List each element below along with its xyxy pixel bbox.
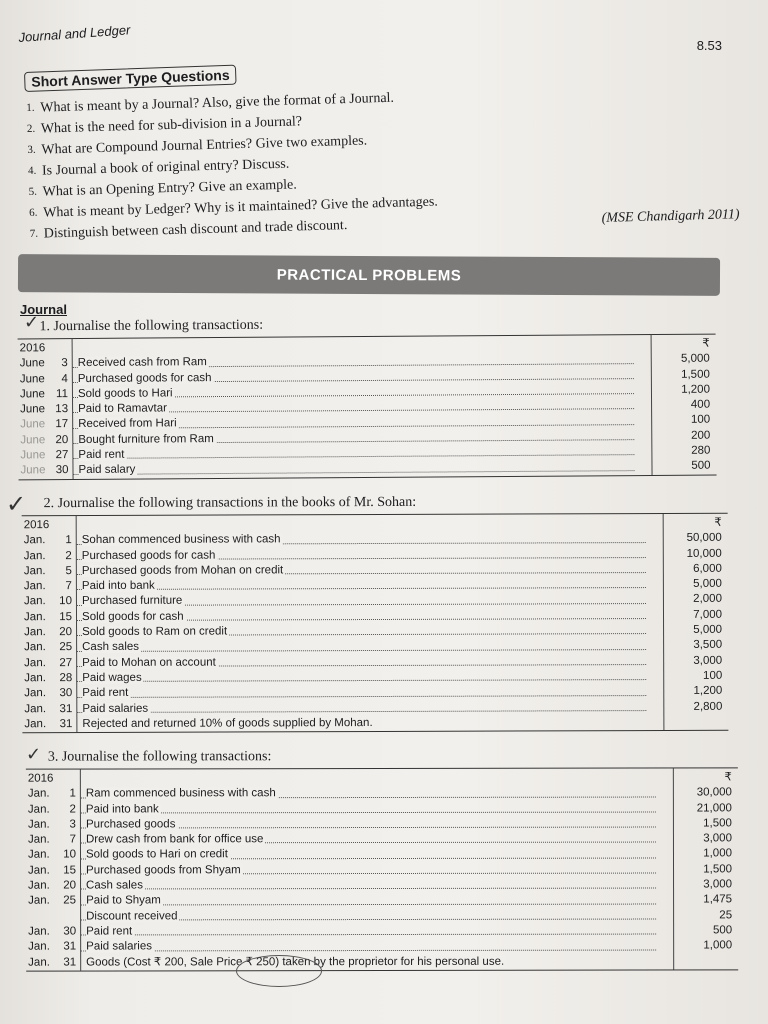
banner-title: PRACTICAL PROBLEMS	[276, 266, 462, 284]
dotted-leader	[76, 710, 646, 713]
day-text: 3	[61, 357, 68, 370]
amount-cell: 1,200	[693, 685, 723, 698]
pencil-checkmark-icon: ✓	[26, 744, 42, 765]
day-text: 4	[61, 372, 68, 385]
dotted-leader	[80, 888, 656, 890]
month-text: Jan.	[27, 818, 50, 831]
day-text: 31	[63, 956, 77, 969]
dotted-leader	[80, 949, 656, 951]
month-text: June	[20, 434, 46, 447]
date-cell	[26, 940, 80, 955]
day-text: 7	[69, 833, 76, 846]
question-number: 3.	[27, 143, 36, 156]
amount-cell: 3,000	[703, 832, 732, 845]
month-text: June	[20, 464, 46, 477]
amount-cell: 5,000	[680, 352, 710, 366]
date-cell	[18, 463, 72, 479]
month-text: June	[20, 449, 46, 462]
day-text: 7	[65, 580, 72, 593]
day-text: 10	[59, 595, 72, 608]
transaction-table	[26, 767, 738, 971]
question-number: 7.	[29, 227, 39, 240]
description-cell	[80, 786, 674, 802]
description-text: Cash sales	[86, 879, 143, 892]
amount-cell: 1,475	[703, 893, 733, 906]
day-text: 3	[69, 818, 76, 831]
question-source: (MSE Chandigarh 2011)	[601, 207, 740, 226]
question-text: What is meant by Ledger? Why is it maintained? Give the advantages.	[43, 194, 439, 221]
amount-cell: 6,000	[693, 562, 722, 575]
dotted-leader	[80, 934, 656, 936]
description-text: Purchased goods from Shyam	[86, 864, 241, 877]
month-text: Jan.	[24, 672, 46, 685]
description-text: Paid wages	[82, 671, 142, 684]
date-cell	[18, 433, 72, 449]
pencil-circle-mark	[236, 955, 322, 987]
problem-title: 3. Journalise the following transactions:	[47, 749, 272, 765]
month-text: June	[19, 388, 45, 401]
amount-cell: 3,000	[703, 878, 733, 891]
month-text: Jan.	[23, 565, 46, 578]
description-text: Purchased goods for cash	[81, 549, 216, 562]
description-cell	[72, 459, 652, 478]
month-text: Jan.	[24, 656, 46, 669]
day-text: 31	[59, 717, 73, 730]
amount-cell: 10,000	[686, 547, 722, 560]
dotted-leader	[72, 455, 634, 460]
journal-label: Journal	[20, 302, 67, 317]
description-text: Received from Hari	[78, 417, 177, 431]
month-text: June	[20, 418, 46, 431]
date-cell	[26, 909, 80, 924]
date-cell	[18, 418, 72, 434]
date-cell	[26, 787, 80, 802]
day-text: 31	[63, 940, 77, 953]
date-cell	[18, 387, 72, 403]
day-text: 13	[55, 403, 69, 416]
question-list	[26, 78, 750, 245]
amount-cell: 1,000	[703, 939, 733, 952]
table-row	[26, 816, 738, 833]
description-text: Paid into bank	[81, 579, 155, 593]
dotted-leader	[76, 679, 646, 682]
description-cell	[80, 832, 674, 848]
month-text: Jan.	[23, 580, 46, 593]
description-text: Purchased furniture	[81, 595, 183, 608]
month-text: Jan.	[27, 803, 50, 816]
amount-cell: 50,000	[686, 532, 722, 545]
currency-symbol: ₹	[714, 516, 722, 529]
day-text: 15	[59, 610, 73, 623]
dotted-leader	[73, 470, 635, 475]
day-text: 30	[63, 925, 77, 938]
month-text: Jan.	[28, 864, 50, 877]
description-cell	[80, 801, 674, 817]
question-number: 2.	[26, 122, 36, 135]
description-cell	[80, 908, 674, 924]
day-text: 20	[59, 626, 73, 639]
description-text: Cash sales	[82, 641, 140, 654]
amount-cell: 3,500	[693, 639, 723, 652]
currency-symbol: ₹	[702, 337, 710, 350]
day-text: 17	[55, 418, 69, 431]
desc-header	[80, 770, 674, 786]
amount-cell: 5,000	[693, 623, 723, 636]
description-text: Paid to Ramavtar	[78, 402, 167, 416]
date-cell	[18, 402, 72, 418]
date-cell	[22, 533, 76, 548]
date-cell	[22, 656, 76, 671]
question-number: 6.	[29, 206, 38, 219]
table-row	[26, 893, 738, 910]
amount-cell: 21,000	[696, 801, 732, 815]
table-row	[26, 877, 738, 894]
day-text: 30	[55, 464, 69, 477]
month-text: Jan.	[24, 626, 46, 639]
question-text: Is Journal a book of original entry? Discuss.	[41, 156, 290, 179]
description-text: Paid salary	[78, 463, 136, 477]
amount-cell: 100	[703, 669, 723, 682]
description-cell	[80, 862, 674, 878]
day-text: 30	[59, 687, 73, 700]
date-cell	[22, 579, 76, 594]
question-text: What is meant by a Journal? Also, give the format of a Journal.	[40, 90, 395, 116]
amount-cell: 30,000	[696, 786, 732, 799]
amount-cell: 1,500	[703, 817, 732, 830]
amount-cell: 2,800	[693, 700, 723, 713]
description-cell	[80, 847, 674, 863]
question-text: Distinguish between cash discount and trade discount.	[43, 218, 348, 242]
month-text: Jan.	[28, 894, 50, 907]
amount-cell: 500	[712, 924, 733, 937]
description-cell	[80, 923, 674, 939]
month-text: Jan.	[23, 549, 46, 562]
short-answer-heading: Short Answer Type Questions	[24, 65, 237, 92]
description-text: Received cash from Ram	[77, 356, 207, 370]
description-cell	[80, 816, 674, 832]
month-text: June	[19, 357, 45, 370]
amount-cell: 100	[690, 414, 711, 427]
day-text: 10	[63, 849, 77, 862]
question-text: What is the need for sub-division in a Journal?	[40, 114, 303, 137]
date-cell	[22, 671, 76, 686]
amount-cell: 500	[691, 459, 711, 473]
problem-title: 2. Journalise the following transactions in the books of Mr. Sohan:	[43, 494, 417, 512]
table-row	[26, 801, 738, 818]
description-text: Sold goods to Hari on credit	[85, 848, 228, 862]
description-text: Purchased goods	[85, 818, 176, 831]
amount-cell	[664, 715, 728, 731]
table-row	[26, 954, 738, 971]
date-cell	[22, 595, 76, 610]
description-text: Paid rent	[82, 687, 129, 700]
description-text: Bought furniture from Ram	[78, 432, 214, 446]
date-cell	[26, 833, 80, 848]
date-cell	[26, 955, 80, 970]
amount-cell: 3,000	[693, 654, 723, 667]
amount-cell: 1,500	[703, 863, 733, 876]
pencil-checkmark-icon: ✓	[6, 490, 27, 518]
description-text: Discount received	[86, 910, 178, 923]
month-text: Jan.	[27, 787, 50, 800]
date-cell	[22, 610, 76, 625]
day-text: 1	[65, 534, 72, 547]
amount-cell: 400	[690, 398, 711, 411]
day-text: 25	[59, 641, 73, 654]
day-text: 11	[55, 387, 69, 401]
problem-title: 1. Journalise the following transactions:	[39, 317, 264, 335]
description-text: Paid salaries	[82, 702, 149, 715]
description-text: Goods (Cost ₹ 200, Sale Price ₹ 250) taken by the proprietor for his personal use.	[86, 955, 505, 969]
month-text: Jan.	[23, 534, 46, 547]
amount-cell: 1,000	[703, 847, 733, 860]
description-cell	[80, 939, 674, 955]
day-text: 1	[69, 787, 76, 800]
chapter-title: Journal and Ledger	[18, 22, 131, 45]
day-text: 27	[55, 449, 69, 462]
question-text: What is an Opening Entry? Give an example.	[42, 177, 297, 200]
description-cell	[80, 893, 674, 909]
table-row	[26, 786, 738, 803]
pencil-checkmark-icon: ✓	[24, 312, 40, 333]
table-row	[26, 923, 738, 940]
date-cell	[22, 686, 76, 701]
description-text: Paid rent	[78, 448, 125, 462]
date-cell	[22, 625, 76, 640]
day-text: 25	[63, 894, 77, 907]
page-number: 8.53	[696, 38, 722, 53]
description-text: Paid into bank	[85, 802, 159, 816]
table-header-row	[26, 770, 738, 787]
amount-cell: 5,000	[693, 577, 722, 591]
date-cell	[26, 848, 80, 863]
amount-cell: 200	[691, 429, 711, 442]
table-row	[26, 862, 738, 879]
date-cell	[22, 549, 76, 564]
dotted-leader	[80, 903, 656, 905]
month-text: Jan.	[28, 879, 50, 892]
day-text: 5	[65, 564, 72, 577]
amount-cell: 25	[719, 909, 733, 922]
description-text: Rejected and returned 10% of goods supplied by Mohan.	[82, 716, 373, 730]
month-text: Jan.	[28, 940, 50, 953]
month-text: Jan.	[24, 687, 47, 700]
description-cell	[80, 878, 674, 894]
date-cell	[26, 894, 80, 909]
amount-cell: 1,500	[681, 368, 710, 381]
date-cell	[22, 564, 76, 579]
practical-problems-banner	[18, 254, 720, 296]
year-label: 2016	[23, 519, 50, 532]
month-text: June	[19, 372, 45, 386]
date-cell	[22, 640, 76, 655]
month-text: Jan.	[28, 956, 50, 969]
month-text: June	[20, 403, 46, 416]
month-text: Jan.	[23, 610, 46, 624]
month-text: Jan.	[28, 925, 50, 938]
description-text: Sohan commenced business with cash	[81, 533, 281, 547]
description-text: Ram commenced business with cash	[85, 787, 276, 800]
table-row	[26, 908, 738, 925]
description-text: Sold goods for cash	[81, 610, 184, 623]
description-text: Paid to Mohan on account	[82, 656, 216, 669]
day-text: 31	[59, 702, 73, 715]
amount-cell: 280	[691, 444, 711, 457]
description-text: Purchased goods from Mohan on credit	[81, 564, 284, 577]
description-text: Drew cash from bank for office use	[85, 833, 264, 846]
dotted-leader	[80, 811, 656, 813]
month-text: Jan.	[24, 641, 46, 654]
table-row	[22, 715, 728, 733]
transaction-table	[18, 334, 717, 481]
amount-cell: 7,000	[693, 608, 723, 621]
description-text: Sold goods to Hari	[77, 387, 173, 400]
description-text: Paid rent	[86, 925, 133, 938]
description-text: Sold goods to Ram on credit	[82, 625, 228, 639]
table-row	[26, 832, 738, 849]
transaction-table	[22, 513, 729, 734]
problem-1	[17, 314, 716, 481]
question-number: 1.	[26, 101, 35, 114]
day-text: 20	[55, 433, 69, 446]
date-cell	[26, 879, 80, 894]
month-text: Jan.	[27, 833, 50, 846]
month-text: Jan.	[24, 702, 47, 715]
year-label: 2016	[27, 772, 54, 785]
description-cell	[80, 954, 674, 970]
amount-cell: 1,200	[681, 383, 710, 396]
currency-symbol: ₹	[724, 771, 732, 784]
table-row	[26, 939, 738, 956]
problem-3	[26, 747, 738, 971]
description-text: Paid salaries	[86, 940, 153, 953]
date-cell	[18, 448, 72, 464]
day-text: 27	[59, 656, 73, 669]
date-cell	[22, 702, 76, 717]
description-cell	[76, 715, 664, 732]
date-cell	[22, 717, 76, 732]
question-text: What are Compound Journal Entries? Give two examples.	[41, 133, 368, 158]
amount-cell	[674, 954, 738, 969]
date-cell	[26, 924, 80, 939]
amount-cell: 2,000	[693, 593, 722, 606]
table-row	[26, 847, 738, 864]
question-number: 4.	[27, 164, 37, 177]
dotted-leader	[76, 695, 646, 698]
question-number: 5.	[28, 185, 38, 198]
day-text: 20	[63, 879, 77, 892]
month-text: Jan.	[27, 849, 50, 862]
description-text: Purchased goods for cash	[77, 371, 212, 385]
day-text: 15	[63, 864, 77, 877]
year-label: 2016	[19, 342, 46, 355]
month-text: Jan.	[24, 718, 47, 731]
date-cell	[26, 863, 80, 878]
day-text: 28	[59, 672, 73, 685]
description-text: Paid to Shyam	[86, 894, 161, 907]
month-text: Jan.	[23, 595, 46, 608]
dotted-leader	[76, 649, 646, 652]
date-cell	[18, 356, 72, 372]
date-cell	[26, 817, 80, 832]
day-text: 2	[65, 549, 72, 562]
date-cell	[18, 372, 72, 388]
problem-2	[22, 493, 729, 734]
day-text: 2	[69, 803, 76, 816]
date-cell	[26, 802, 80, 817]
dotted-leader	[76, 588, 646, 591]
